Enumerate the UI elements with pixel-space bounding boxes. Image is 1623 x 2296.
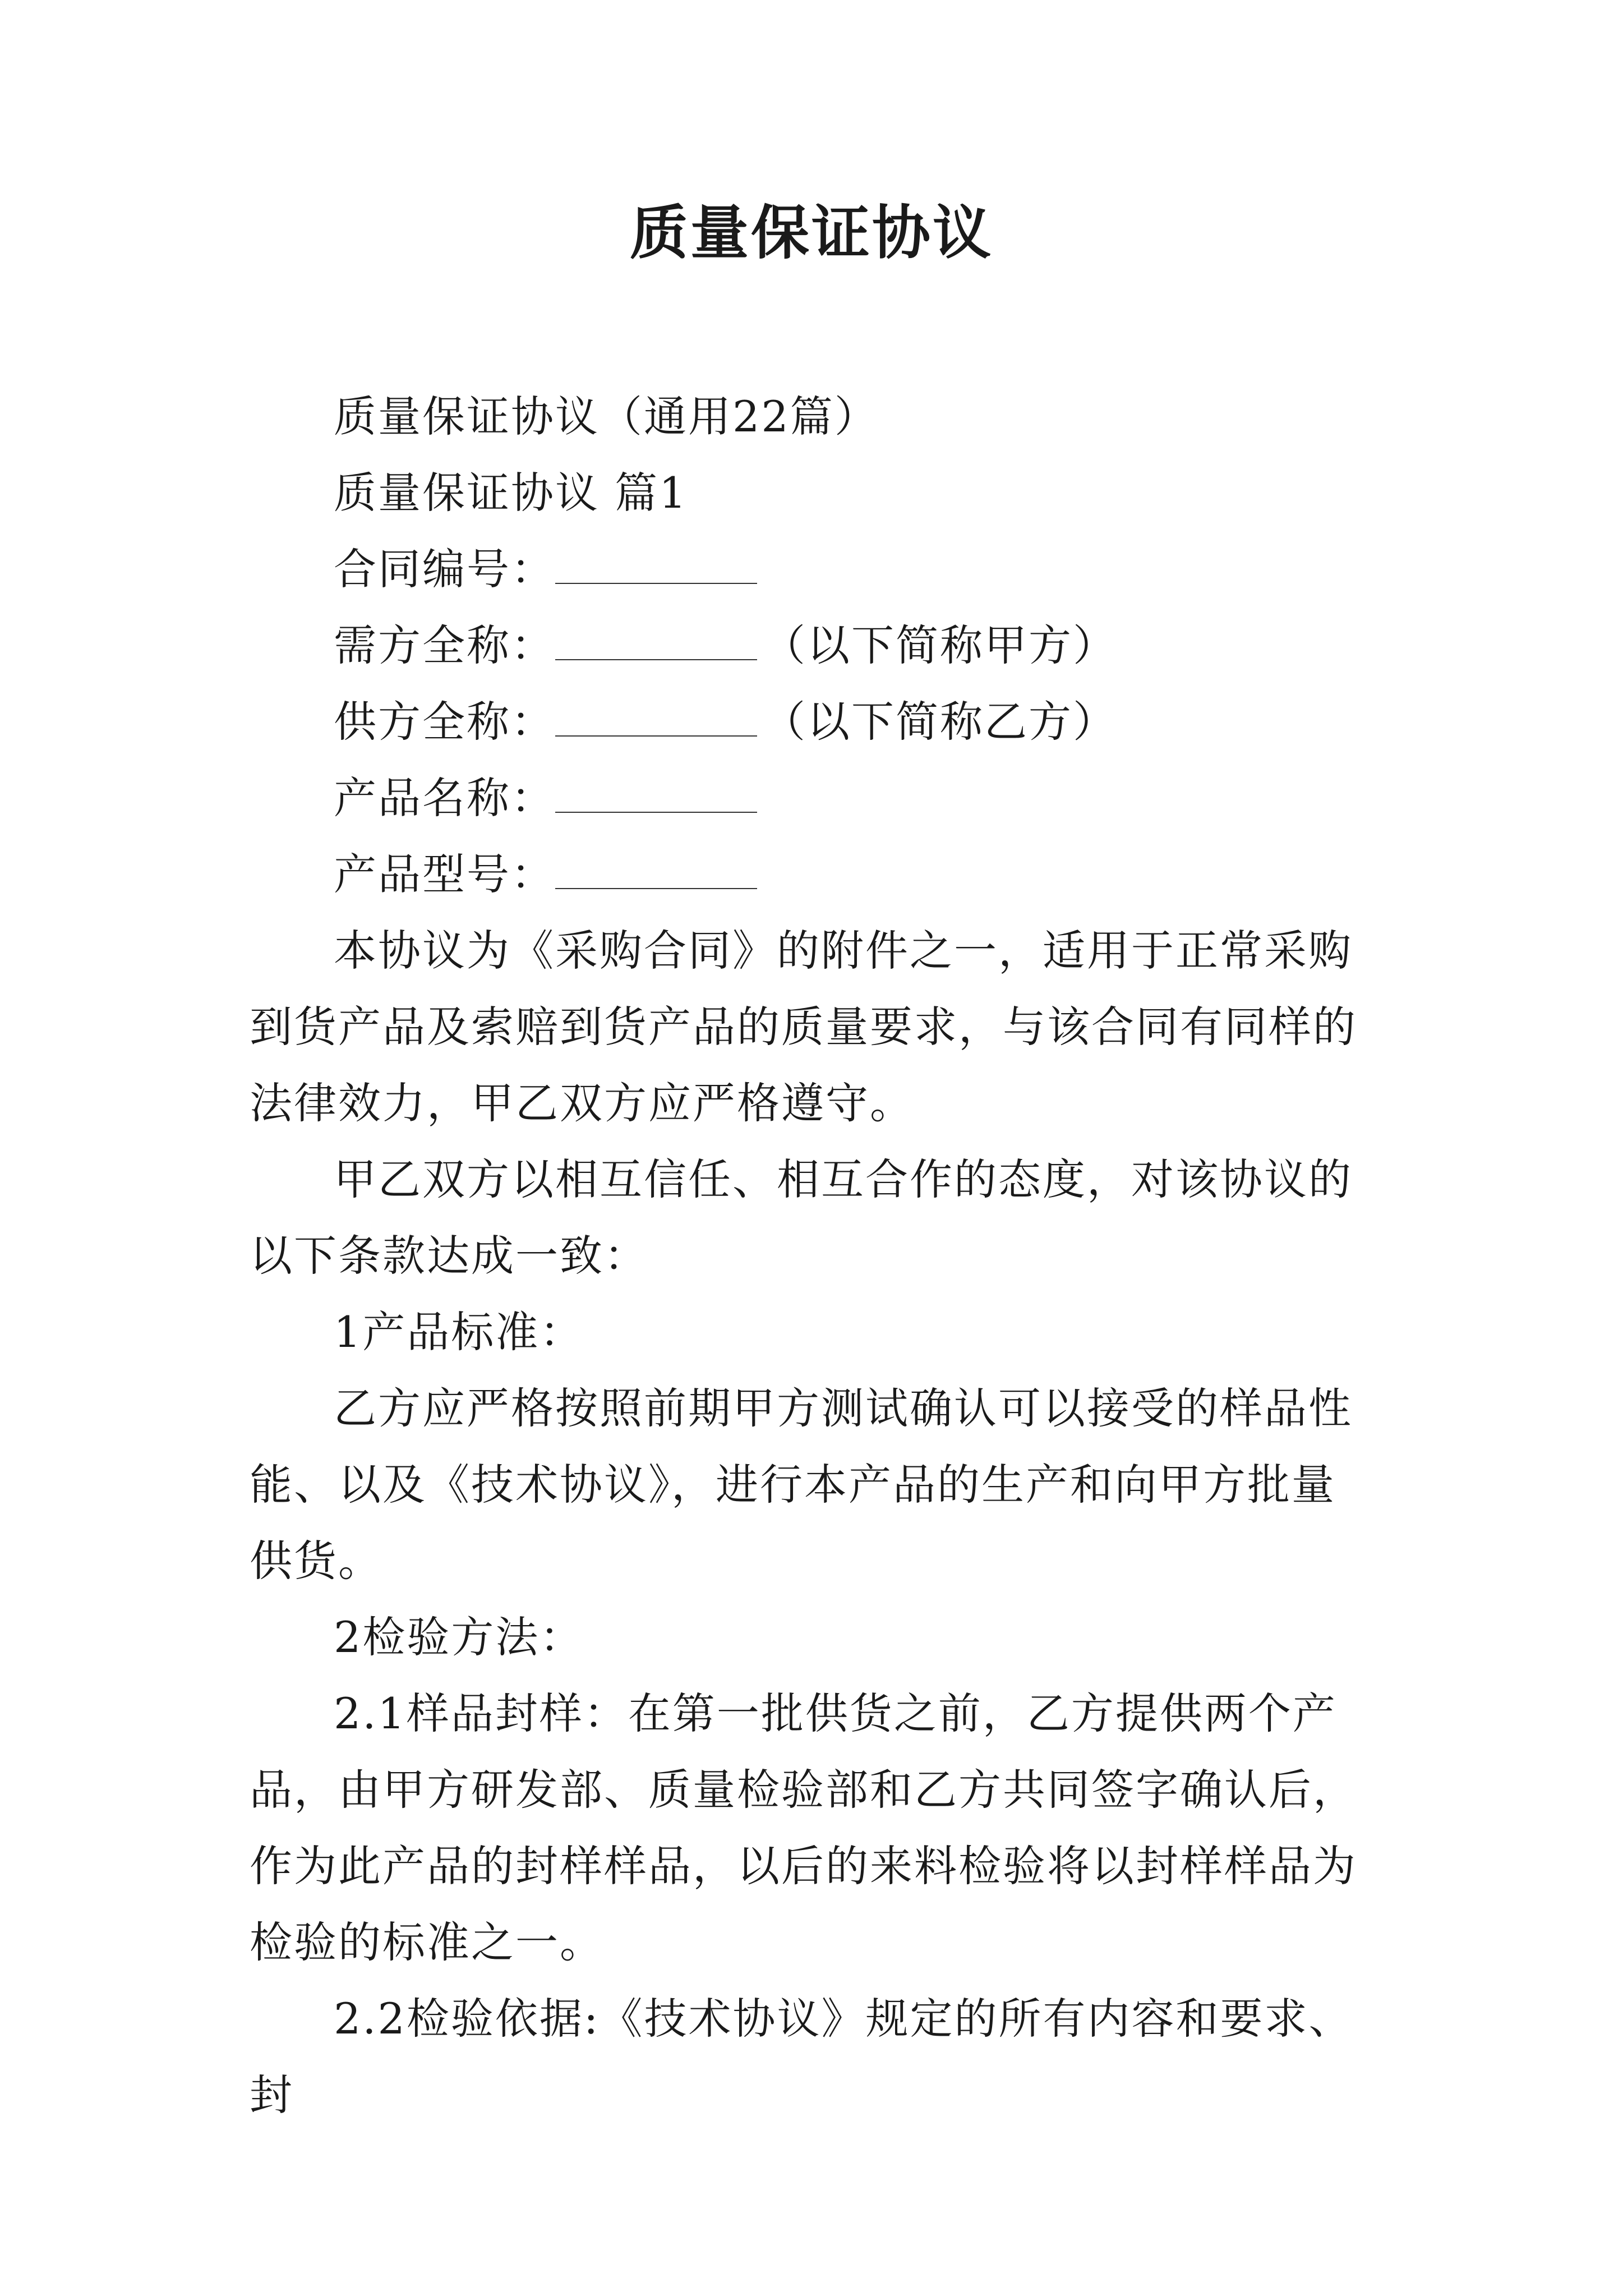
buyer-row	[250, 608, 1377, 684]
product-name-row	[250, 760, 1377, 836]
section-1-body: 乙方应严格按照前期甲方测试确认可以接受的样品性能、以及《技术协议》，进行本产品的生产和向甲方批量供货。	[250, 1383, 1353, 1586]
intro-paragraph: 本协议为《采购合同》的附件之一，适用于正常采购到货产品及索赔到货产品的质量要求，与该合同有同样的法律效力，甲乙双方应严格遵守。	[250, 926, 1357, 1128]
supplier-blank	[555, 696, 757, 737]
section-1-heading: 1产品标准：	[334, 1307, 584, 1357]
buyer-label: 需方全称：	[334, 620, 555, 670]
product-name-label: 产品名称：	[334, 773, 555, 823]
supplier-label: 供方全称：	[334, 697, 555, 747]
document-body	[250, 379, 1377, 2133]
section-2-1: 2.1样品封样：在第一批供货之前，乙方提供两个产品，由甲方研发部、质量检验部和乙方共同签字确认后，作为此产品的封样样品，以后的来料检验将以封样样品为检验的标准之一。	[250, 1688, 1357, 1967]
product-name-blank	[555, 772, 757, 813]
product-model-label: 产品型号：	[334, 849, 555, 899]
supplier-row	[250, 684, 1377, 760]
buyer-note: （以下简称甲方）	[763, 620, 1117, 670]
subtitle: 质量保证协议（通用22篇）	[334, 392, 879, 441]
contract-no-row	[250, 531, 1377, 608]
contract-no-label: 合同编号：	[334, 544, 555, 594]
section-2-heading: 2检验方法：	[334, 1612, 584, 1662]
buyer-blank	[555, 620, 757, 660]
agreement-paragraph: 甲乙双方以相互信任、相互合作的态度，对该协议的以下条款达成一致：	[250, 1154, 1353, 1281]
document-title: 质量保证协议	[629, 199, 993, 267]
supplier-note: （以下简称乙方）	[763, 697, 1117, 747]
contract-no-blank	[555, 544, 757, 584]
product-model-row	[250, 836, 1377, 913]
product-model-blank	[555, 849, 757, 889]
section-2-2: 2.2检验依据:《技术协议》规定的所有内容和要求、封	[250, 1994, 1353, 2120]
article-heading: 质量保证协议 篇1	[334, 468, 688, 518]
